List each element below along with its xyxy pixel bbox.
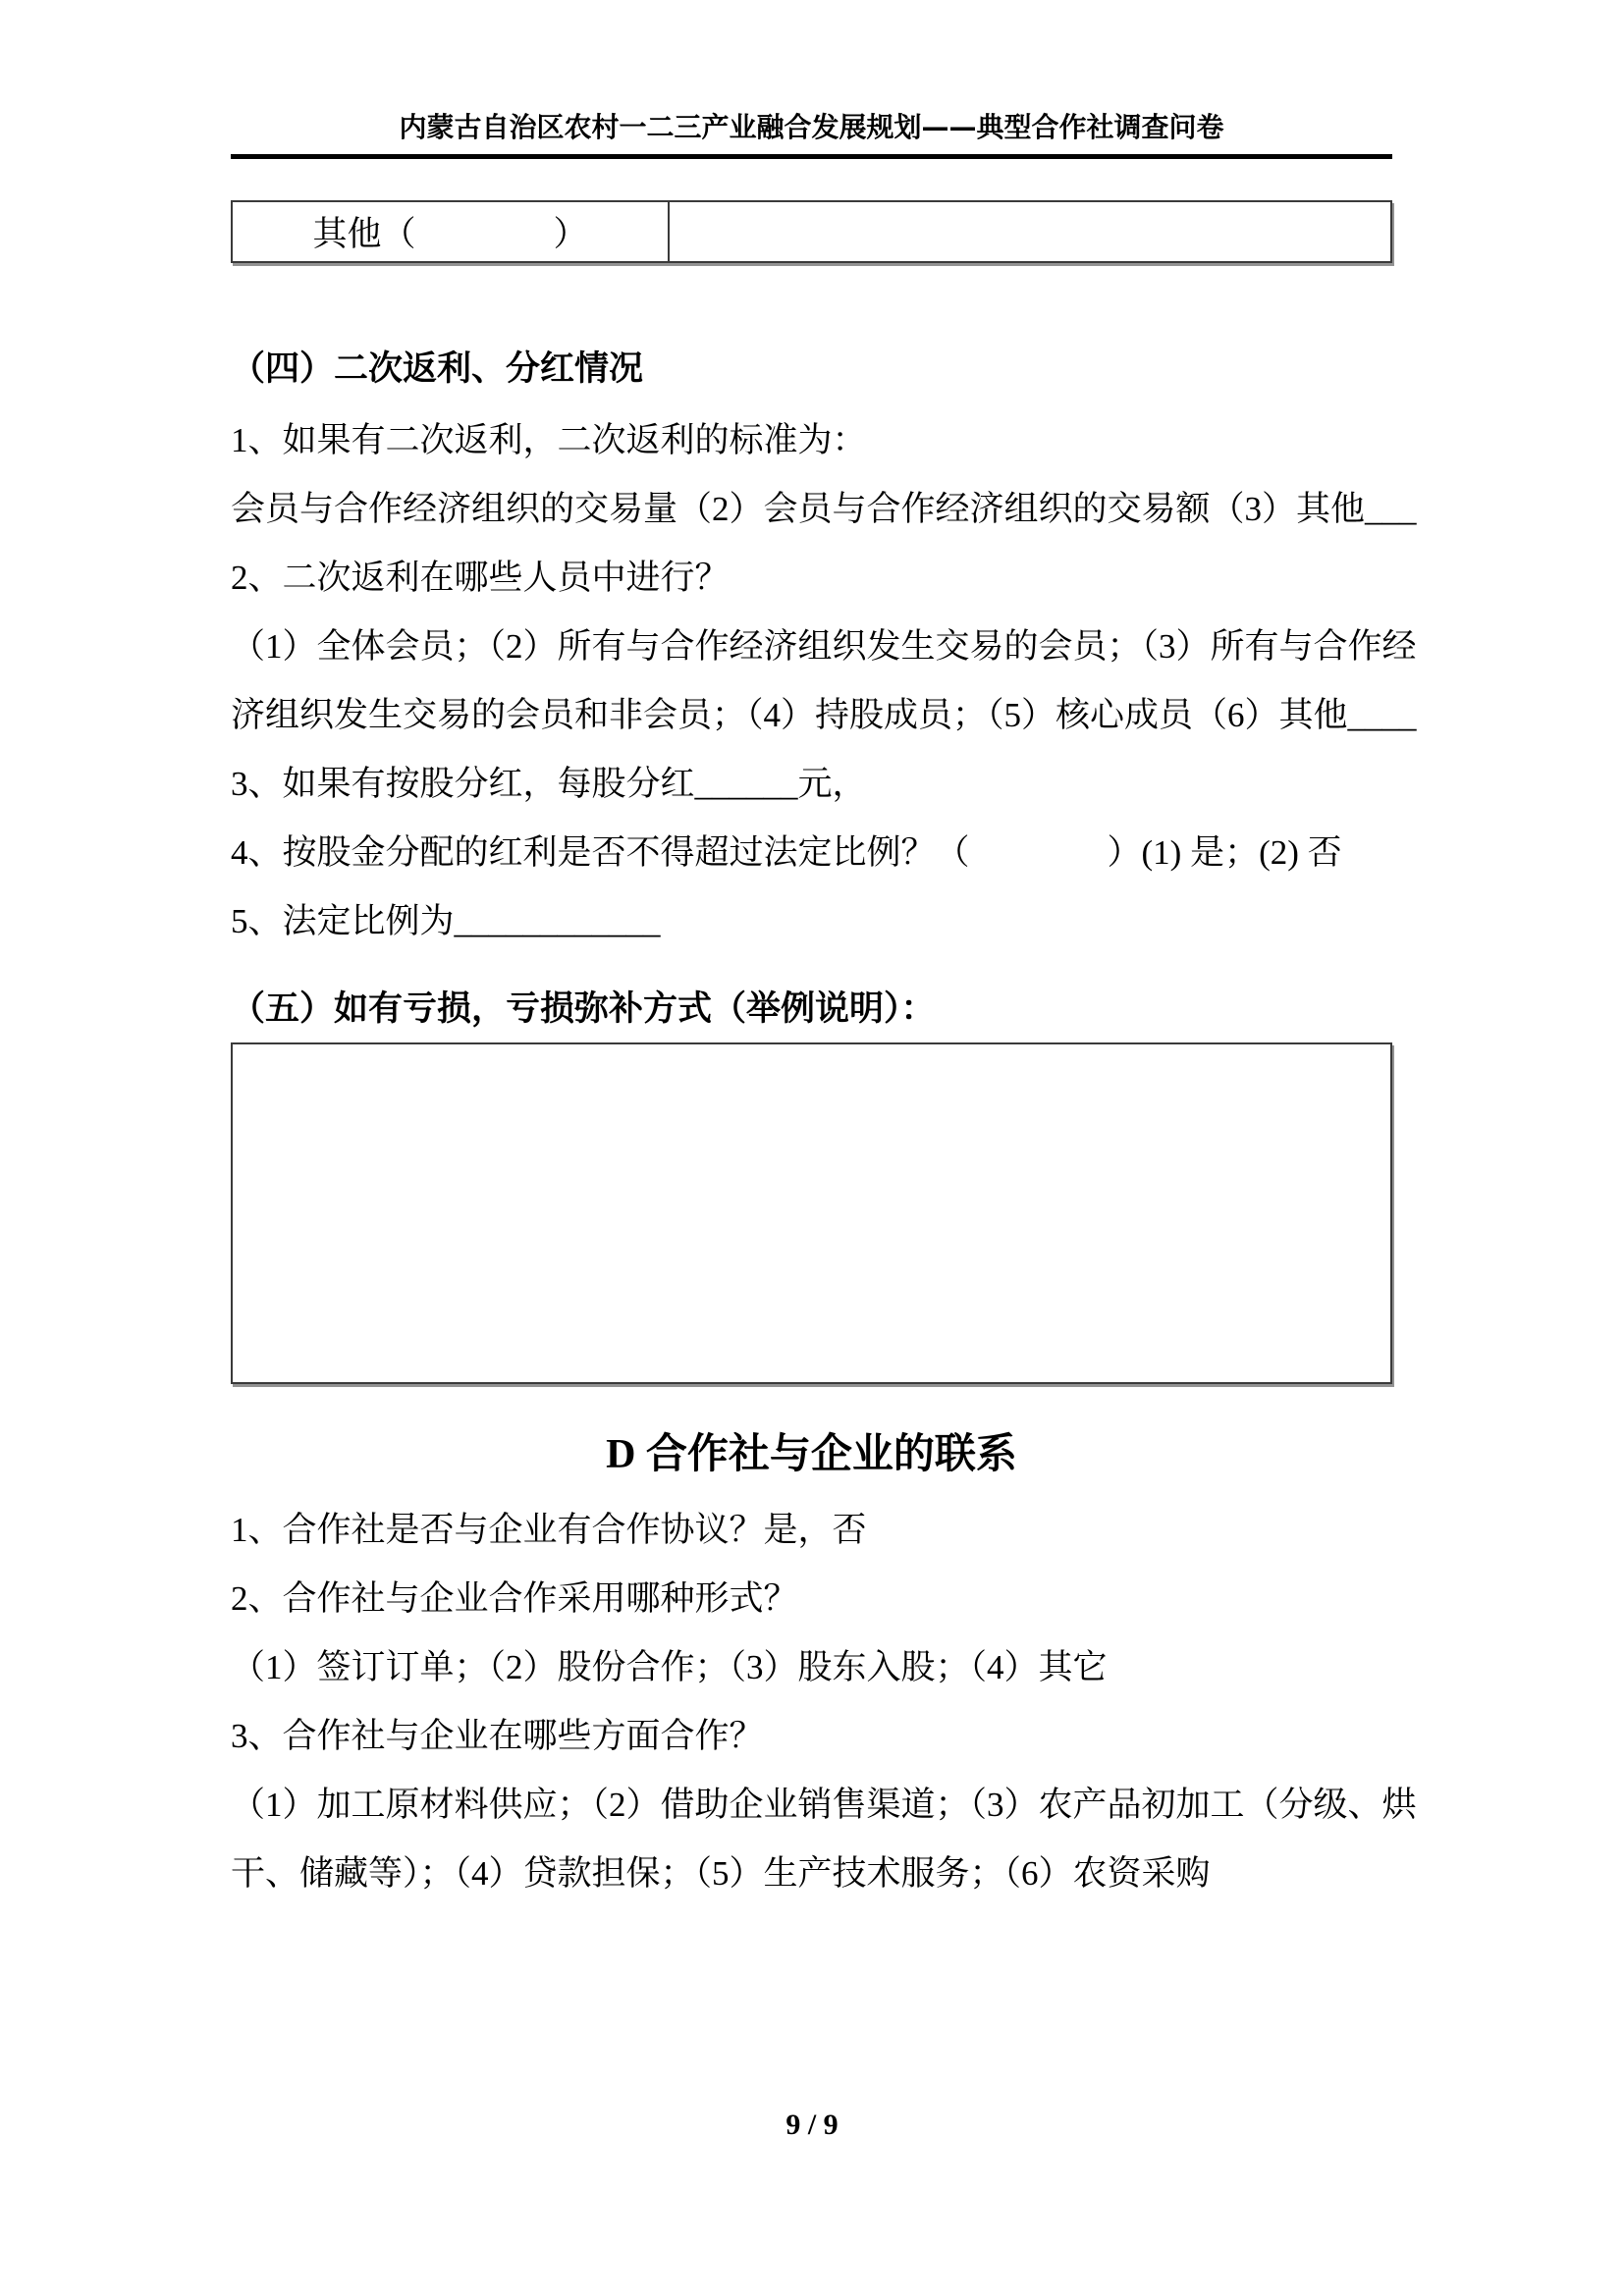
question-line: （1）加工原材料供应；（2）借助企业销售渠道；（3）农产品初加工（分级、烘 (231, 1786, 1417, 1824)
section-4-heading: （四）二次返利、分红情况 (231, 349, 644, 388)
other-option-table (231, 200, 1392, 263)
question-line: 2、合作社与企业合作采用哪种形式？ (231, 1579, 798, 1618)
page-content (231, 0, 1417, 1908)
question-line: 干、储藏等）；（4）贷款担保；（5）生产技术服务；（6）农资采购 (231, 1854, 1211, 1893)
question-line: 5、法定比例为____________ (231, 902, 661, 940)
question-line: 1、合作社是否与企业有合作协议？是，否 (231, 1511, 867, 1549)
question-line: （1）全体会员；（2）所有与合作经济组织发生交易的会员；（3）所有与合作经 (231, 627, 1417, 666)
question-line: 济组织发生交易的会员和非会员；（4）持股成员；（5）核心成员（6）其他____ (231, 696, 1417, 734)
other-option-label-cell: 其他（ ） (232, 201, 669, 262)
question-line: 2、二次返利在哪些人员中进行？ (231, 559, 730, 597)
question-line: 3、合作社与企业在哪些方面合作？ (231, 1717, 764, 1755)
question-line: 1、如果有二次返利，二次返利的标准为： (231, 421, 867, 459)
question-line: 4、按股金分配的红利是否不得超过法定比例？（ ）(1) 是；(2) 否 (231, 833, 1342, 872)
question-line: 会员与合作经济组织的交易量（2）会员与合作经济组织的交易额（3）其他___ (231, 490, 1417, 528)
loss-remedy-answer-box[interactable] (231, 1042, 1392, 1384)
table-row (232, 201, 1391, 262)
other-option-value-cell[interactable] (669, 201, 1391, 262)
document-header-title: 内蒙古自治区农村一二三产业融合发展规划——典型合作社调查问卷 (399, 111, 1224, 143)
question-line: 3、如果有按股分红，每股分红______元， (231, 765, 867, 803)
section-d-heading: D 合作社与企业的联系 (606, 1432, 1017, 1477)
page-number: 9 / 9 (785, 2109, 839, 2141)
document-header (231, 108, 1392, 159)
question-line: （1）签订订单；（2）股份合作；（3）股东入股；（4）其它 (231, 1648, 1108, 1686)
section-5-heading: （五）如有亏损，亏损弥补方式（举例说明）： (231, 989, 936, 1028)
